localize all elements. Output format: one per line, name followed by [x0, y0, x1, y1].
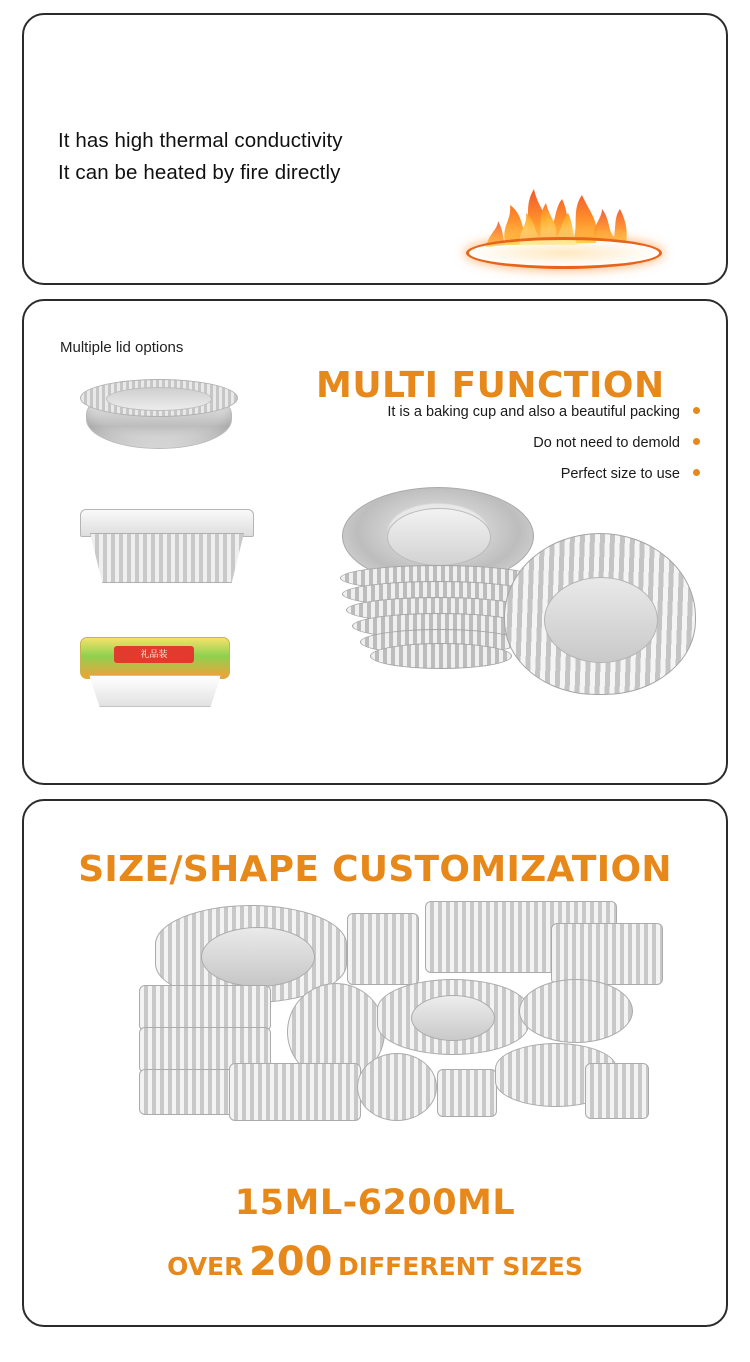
- bullet-text: Do not need to demold: [533, 435, 680, 451]
- stack-layer: [370, 643, 512, 669]
- thermal-line-1: It has high thermal conductivity: [58, 129, 343, 152]
- bullet-text: It is a baking cup and also a beautiful packing: [387, 404, 680, 420]
- sizes-count-line: [24, 1239, 726, 1285]
- multi-function-title: MULTI FUNCTION: [316, 364, 665, 406]
- lid-options-label: Multiple lid options: [60, 339, 184, 356]
- over-count: 200: [248, 1239, 333, 1285]
- over-suffix: DIFFERENT SIZES: [338, 1252, 583, 1281]
- round-foil-tray-image: [80, 379, 236, 457]
- printed-lid-container-image: [80, 637, 228, 709]
- tray-oval-medium-inner: [411, 995, 495, 1041]
- thermal-conductivity-panel: [22, 13, 728, 285]
- tray-square-front: [585, 1063, 649, 1119]
- size-shape-title: SIZE/SHAPE CUSTOMIZATION: [78, 848, 672, 890]
- tray-rect-medium: [551, 923, 663, 985]
- tray-assortment-image: [119, 887, 649, 1147]
- baking-cup-stack-image: [324, 477, 694, 737]
- tray-square-tiny: [437, 1069, 497, 1117]
- fire-base-ellipse: [466, 237, 662, 269]
- cup-inner-base: [544, 577, 658, 663]
- single-large-cup: [504, 533, 694, 703]
- tray-rect-stack-1: [139, 985, 271, 1031]
- container-body: [90, 533, 244, 583]
- thermal-line-2: It can be heated by fire directly: [58, 161, 341, 184]
- tray-round-small: [357, 1053, 437, 1121]
- volume-range-text: 15ML-6200ML: [234, 1183, 516, 1223]
- rectangular-foil-container-image: [80, 509, 252, 589]
- tray-round-lid: [519, 979, 633, 1043]
- printed-container-body: [89, 675, 221, 707]
- bullet-item: [387, 397, 700, 428]
- bullet-dot-icon: [693, 407, 700, 414]
- product-detail-page: [0, 13, 750, 1362]
- tray-oval-inner: [201, 927, 315, 987]
- bullet-item: [387, 428, 700, 459]
- multi-function-panel: [22, 299, 728, 785]
- tray-rect-front: [229, 1063, 361, 1121]
- tray-inner: [106, 387, 212, 411]
- container-lid: [80, 509, 254, 537]
- flame-icon: [446, 165, 666, 275]
- tray-square-small: [347, 913, 419, 985]
- bullet-dot-icon: [693, 438, 700, 445]
- printed-lid-label: 礼品装: [114, 646, 194, 663]
- thermal-text-block: [58, 125, 343, 189]
- over-prefix: OVER: [167, 1252, 244, 1281]
- size-shape-customization-panel: [22, 799, 728, 1327]
- bullet-dot-icon: [693, 469, 700, 476]
- bullet-text: Perfect size to use: [560, 466, 680, 482]
